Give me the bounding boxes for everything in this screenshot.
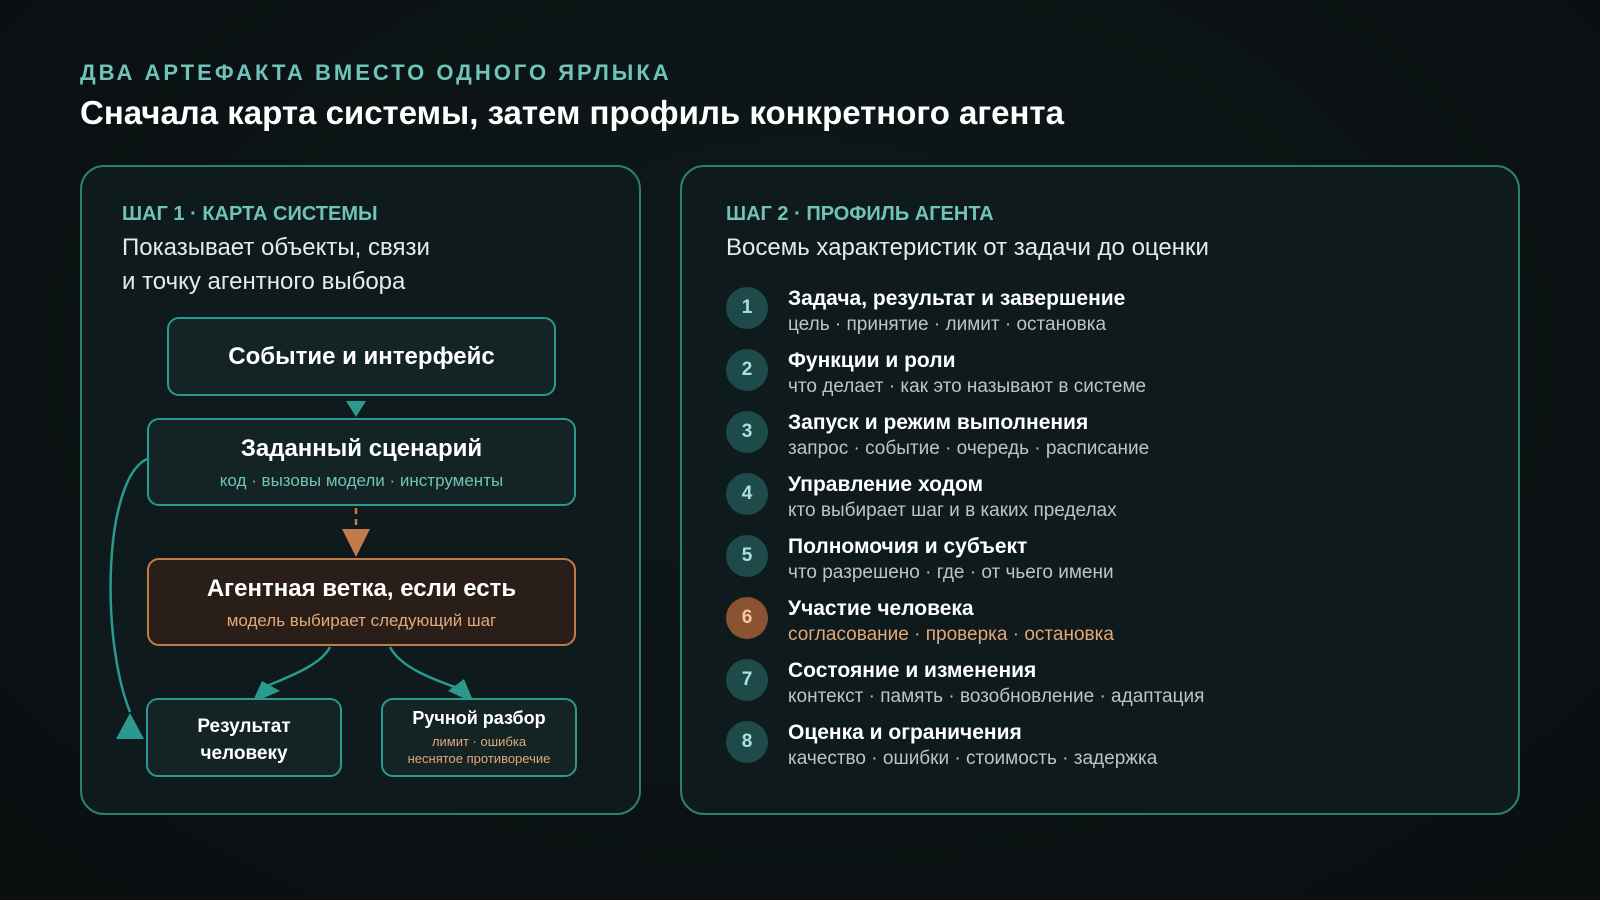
scenario-node	[147, 418, 576, 506]
item-number-badge: 4	[726, 473, 768, 515]
agent-profile-panel	[680, 165, 1520, 815]
item-subtitle: цель · принятие · лимит · остановка	[788, 314, 1107, 335]
item-subtitle: кто выбирает шаг и в каких пределах	[788, 500, 1117, 521]
step1-label: ШАГ 1 · КАРТА СИСТЕМЫ	[122, 203, 378, 225]
item-number-badge: 5	[726, 535, 768, 577]
page-title: Сначала карта системы, затем профиль конкретного агента	[80, 94, 1064, 131]
item-title: Задача, результат и завершение	[788, 287, 1126, 310]
step2-description: Восемь характеристик от задачи до оценки	[726, 234, 1209, 261]
manual-node-sub1: лимит · ошибка	[431, 734, 527, 749]
item-subtitle: контекст · память · возобновление · адаптация	[788, 686, 1205, 707]
step1-desc-line2: и точку агентного выбора	[122, 268, 406, 295]
item-number-badge: 2	[726, 349, 768, 391]
item-title: Оценка и ограничения	[788, 721, 1022, 744]
item-number-badge: 1	[726, 287, 768, 329]
arrow-agent-to-manual	[390, 647, 460, 689]
event-node-title: Событие и интерфейс	[228, 343, 495, 370]
item-subtitle: что разрешено · где · от чьего имени	[788, 562, 1114, 583]
agent-node-sub: модель выбирает следующий шаг	[226, 611, 497, 630]
arrow-event-to-scenario	[346, 401, 366, 417]
item-title: Запуск и режим выполнения	[788, 411, 1089, 434]
arrowhead-loop	[116, 713, 144, 739]
item-number-badge: 7	[726, 659, 768, 701]
item-title: Полномочия и субъект	[788, 535, 1028, 558]
result-node	[146, 698, 342, 777]
arrow-agent-to-result	[260, 647, 330, 689]
item-subtitle: что делает · как это называют в системе	[788, 376, 1147, 397]
item-number-badge: 8	[726, 721, 768, 763]
event-interface-node	[167, 317, 556, 396]
item-title: Управление ходом	[788, 473, 984, 496]
agent-branch-node	[147, 558, 576, 646]
item-number-badge: 3	[726, 411, 768, 453]
scenario-node-sub: код · вызовы модели · инструменты	[219, 471, 504, 490]
eyebrow: ДВА АРТЕФАКТА ВМЕСТО ОДНОГО ЯРЛЫКА	[80, 60, 672, 85]
item-title: Состояние и изменения	[788, 659, 1037, 682]
item-number-badge: 6	[726, 597, 768, 639]
agent-node-title: Агентная ветка, если есть	[206, 575, 517, 602]
manual-node-sub2: неснятое противоречие	[407, 751, 551, 766]
arrow-scenario-to-agent	[342, 529, 370, 557]
step2-label: ШАГ 2 · ПРОФИЛЬ АГЕНТА	[726, 203, 994, 225]
step1-desc-line1: Показывает объекты, связи	[122, 234, 430, 261]
item-subtitle: запрос · событие · очередь · расписание	[788, 438, 1150, 459]
item-title: Функции и роли	[788, 349, 956, 372]
item-subtitle: согласование · проверка · остановка	[788, 624, 1114, 645]
item-subtitle: качество · ошибки · стоимость · задержка	[788, 748, 1158, 769]
system-map-panel	[80, 165, 641, 815]
result-node-line2: человеку	[200, 743, 288, 764]
result-node-line1: Результат	[197, 716, 291, 737]
item-title: Участие человека	[788, 597, 974, 620]
loop-scenario-to-result	[111, 459, 147, 712]
manual-review-node	[381, 698, 577, 777]
manual-node-title: Ручной разбор	[412, 708, 546, 728]
scenario-node-title: Заданный сценарий	[240, 435, 483, 462]
